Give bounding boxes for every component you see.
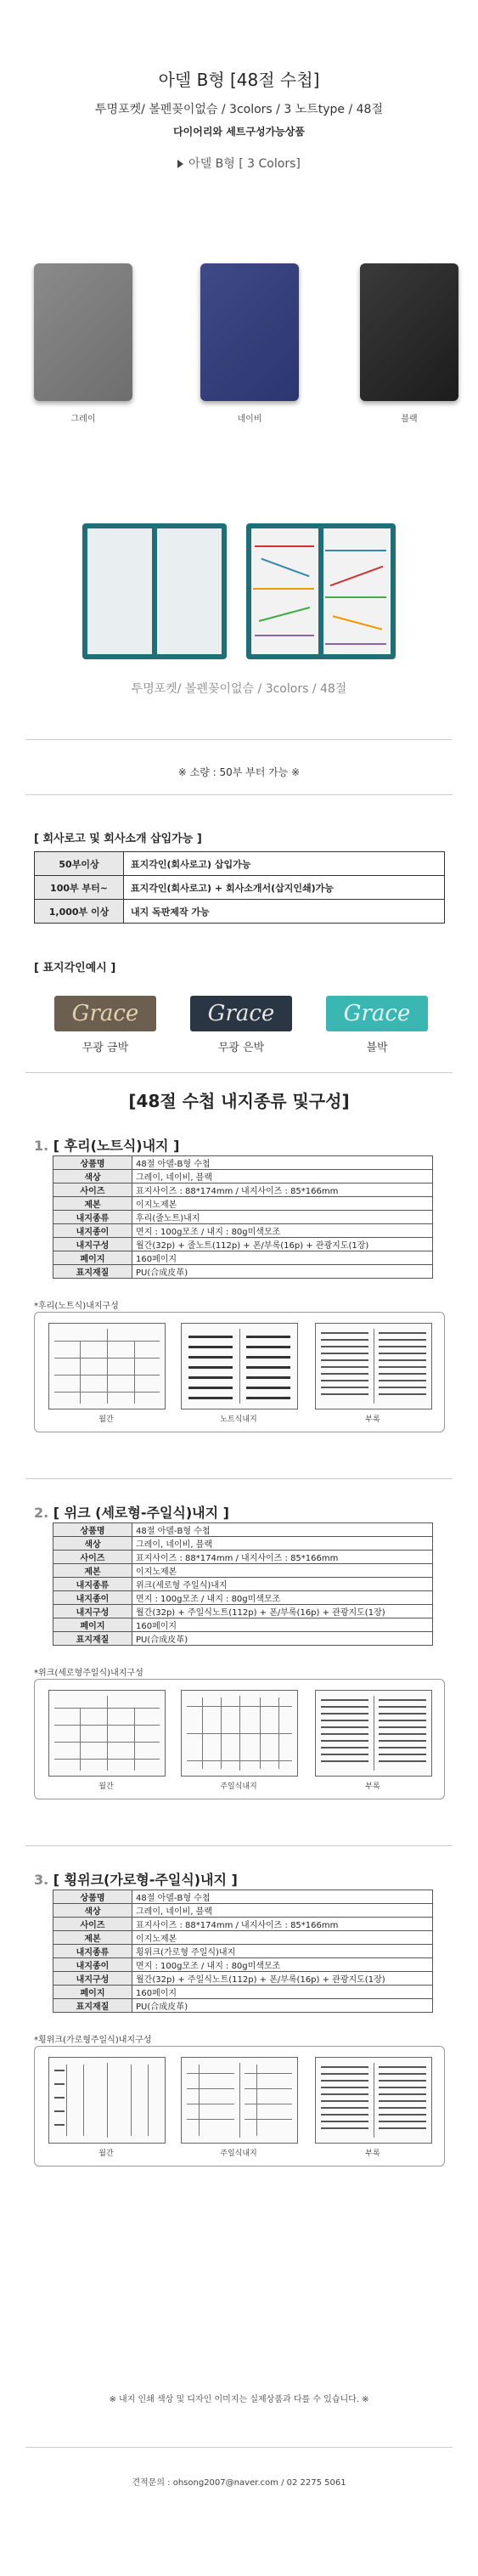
cover-label-black: 블랙 <box>401 415 418 424</box>
type1-number: 1. <box>34 1138 49 1154</box>
table-row <box>53 1578 433 1591</box>
spec-key: 페이지 <box>53 1618 132 1632</box>
spec-value: 이지노제본 <box>132 1931 433 1945</box>
spec-value: 표지사이즈 : 88*174mm / 내지사이즈 : 85*166mm <box>132 1918 433 1931</box>
table-row <box>35 852 445 876</box>
type2-title: [ 위크 (세로형-주일식)내지 ] <box>53 1505 229 1521</box>
spec-key: 표지재질 <box>53 1265 132 1279</box>
spec-key: 표지재질 <box>53 1999 132 2013</box>
table-row <box>53 1224 433 1238</box>
table-row <box>53 1251 433 1265</box>
type2-heading <box>34 1502 229 1522</box>
triangle-bullet-icon <box>177 160 183 168</box>
table-row <box>53 1197 433 1211</box>
spec-value: 월간(32p) + 주일식노트(112p) + 폰/부록(16p) + 관광지도(1장) <box>132 1972 433 1986</box>
type3-spec-table <box>53 1890 433 2013</box>
spec-key: 상품명 <box>53 1523 132 1537</box>
cover-gray-image <box>34 263 132 401</box>
page-label: 부록 <box>365 1782 380 1791</box>
table-row <box>53 1170 433 1183</box>
page-label: 부록 <box>365 1415 380 1424</box>
inner-types-title: [48절 수첩 내지종류 및구성] <box>128 1091 350 1111</box>
table-row <box>53 1211 433 1224</box>
colors-heading <box>0 155 478 172</box>
spec-value: 면지 : 100g모조 / 내지 : 80g미색모조 <box>132 1591 433 1605</box>
logo-section-heading: [ 회사로고 및 회사소개 삽입가능 ] <box>34 833 202 845</box>
spec-key: 색상 <box>53 1170 132 1183</box>
spec-key: 내지종류 <box>53 1578 132 1591</box>
table-row <box>53 1931 433 1945</box>
table-row <box>53 1523 433 1537</box>
appendix-page-thumb <box>315 2057 432 2144</box>
cover-label-navy: 네이비 <box>237 415 262 424</box>
type1-layout-label: *후리(노트식)내지구성 <box>34 1302 119 1311</box>
open-notebook-pocket-image <box>82 523 227 659</box>
stamp-label-blue: 블박 <box>366 1042 388 1054</box>
logo-row-value: 내지 독판제작 가능 <box>124 900 445 924</box>
spec-value: 표지사이즈 : 88*174mm / 내지사이즈 : 85*166mm <box>132 1551 433 1564</box>
spec-key: 내지구성 <box>53 1972 132 1986</box>
type1-title: [ 후리(노트식)내지 ] <box>53 1138 180 1154</box>
spec-key: 사이즈 <box>53 1918 132 1931</box>
divider <box>25 2447 453 2448</box>
divider <box>25 739 453 740</box>
type1-heading <box>34 1135 179 1155</box>
type2-number: 2. <box>34 1505 49 1521</box>
spec-key: 제본 <box>53 1931 132 1945</box>
table-row <box>53 1551 433 1564</box>
spec-value: 이지노제본 <box>132 1197 433 1211</box>
min-order-note: ※ 소량 : 50부 부터 가능 ※ <box>177 766 301 778</box>
spec-value: 그레이, 네이비, 블랙 <box>132 1170 433 1183</box>
table-row <box>53 1904 433 1918</box>
table-row <box>53 1537 433 1551</box>
spec-key: 색상 <box>53 1537 132 1551</box>
logo-row-key: 50부이상 <box>35 852 124 876</box>
contact-info: 견적문의 : ohsong2007@naver.com / 02 2275 5061 <box>132 2478 346 2488</box>
table-row <box>53 1564 433 1578</box>
table-row <box>53 1632 433 1646</box>
table-row <box>53 1265 433 1279</box>
spec-value: 48절 아델-B형 수첩 <box>132 1890 433 1904</box>
spec-value: PU(合成皮革) <box>132 1999 433 2013</box>
type2-layout-box <box>34 1679 445 1799</box>
table-row <box>53 1972 433 1986</box>
type2-spec-table <box>53 1522 433 1646</box>
page-label: 월간 <box>98 2149 114 2158</box>
table-row <box>53 1238 433 1251</box>
spec-value: 160페이지 <box>132 1986 433 1999</box>
spec-key: 내지종이 <box>53 1591 132 1605</box>
table-row <box>53 1156 433 1170</box>
spec-key: 내지종류 <box>53 1945 132 1958</box>
colors-heading-text: 아델 B형 [ 3 Colors] <box>188 157 301 171</box>
spec-value: PU(合成皮革) <box>132 1265 433 1279</box>
appendix-page-thumb <box>315 1323 432 1409</box>
type1-spec-table <box>53 1155 433 1279</box>
spec-value: 면지 : 100g모조 / 내지 : 80g미색모조 <box>132 1224 433 1238</box>
type3-heading <box>34 1869 238 1889</box>
table-row <box>53 1999 433 2013</box>
spec-key: 상품명 <box>53 1890 132 1904</box>
weekly-horizontal-page-thumb <box>181 2057 298 2144</box>
spec-key: 제본 <box>53 1564 132 1578</box>
divider <box>25 1072 453 1073</box>
spec-value: 후리(줄노트)내지 <box>132 1211 433 1224</box>
page-label: 주일식내지 <box>220 1782 257 1791</box>
table-row <box>35 876 445 900</box>
type3-layout-label: *횡위크(가로형주일식)내지구성 <box>34 2036 152 2045</box>
type2-layout-label: *위크(세로형주일식)내지구성 <box>34 1669 143 1678</box>
product-subtitle: 투명포켓/ 볼펜꽂이없슴 / 3colors / 3 노트type / 48절 <box>95 103 383 116</box>
cover-black-image <box>360 263 458 401</box>
spec-key: 내지종이 <box>53 1224 132 1238</box>
spec-value: PU(合成皮革) <box>132 1632 433 1646</box>
spec-key: 사이즈 <box>53 1551 132 1564</box>
type3-title: [ 횡위크(가로형-주일식)내지 ] <box>53 1872 238 1888</box>
logo-row-key: 100부 부터~ <box>35 876 124 900</box>
spec-key: 내지종이 <box>53 1958 132 1972</box>
spec-key: 상품명 <box>53 1156 132 1170</box>
spec-value: 그레이, 네이비, 블랙 <box>132 1904 433 1918</box>
table-row <box>53 1918 433 1931</box>
spec-key: 내지구성 <box>53 1605 132 1618</box>
table-row <box>53 1958 433 1972</box>
table-row <box>53 1986 433 1999</box>
spec-key: 사이즈 <box>53 1183 132 1197</box>
stamp-section-heading: [ 표지각인예시 ] <box>34 962 116 974</box>
table-row <box>53 1618 433 1632</box>
spec-value: 월간(32p) + 줄노트(112p) + 폰/부록(16p) + 관광지도(1장) <box>132 1238 433 1251</box>
type3-layout-box <box>34 2046 445 2166</box>
spec-value: 그레이, 네이비, 블랙 <box>132 1537 433 1551</box>
cover-navy-image <box>200 263 299 401</box>
open-view-caption: 투명포켓/ 볼펜꽂이없슴 / 3colors / 48절 <box>131 682 347 696</box>
appendix-page-thumb <box>315 1690 432 1777</box>
table-row <box>53 1591 433 1605</box>
logo-row-value: 표지각인(회사로고) + 회사소개서(삽지인쇄)가능 <box>124 876 445 900</box>
cover-label-gray: 그레이 <box>70 415 96 424</box>
spec-value: 면지 : 100g모조 / 내지 : 80g미색모조 <box>132 1958 433 1972</box>
type3-number: 3. <box>34 1872 49 1888</box>
table-row <box>53 1945 433 1958</box>
product-title: 아델 B형 [48절 수첩] <box>158 70 320 90</box>
spec-value: 위크(세로형 주일식)내지 <box>132 1578 433 1591</box>
disclaimer-note: ※ 내지 인쇄 색상 및 디자인 이미지는 실제상품과 다를 수 있습니다. ※ <box>109 2395 369 2404</box>
spec-value: 횡위크(가로형 주일식)내지 <box>132 1945 433 1958</box>
monthly-page-thumb <box>48 1690 166 1777</box>
spec-key: 내지구성 <box>53 1238 132 1251</box>
page-label: 주일식내지 <box>220 2149 257 2158</box>
monthly-page-thumb <box>48 1323 166 1409</box>
spec-key: 제본 <box>53 1197 132 1211</box>
divider <box>25 1478 453 1479</box>
spec-value: 160페이지 <box>132 1251 433 1265</box>
page-label: 월간 <box>98 1415 114 1424</box>
spec-key: 내지종류 <box>53 1211 132 1224</box>
table-row <box>53 1605 433 1618</box>
table-row <box>35 900 445 924</box>
table-row <box>53 1890 433 1904</box>
spec-key: 색상 <box>53 1904 132 1918</box>
stamp-label-gold: 무광 금박 <box>82 1042 129 1054</box>
stamp-label-silver: 무광 은박 <box>217 1042 265 1054</box>
spec-value: 표지사이즈 : 88*174mm / 내지사이즈 : 85*166mm <box>132 1183 433 1197</box>
page-label: 부록 <box>365 2149 380 2158</box>
stamp-gold-sample: Grace <box>54 996 156 1031</box>
table-row <box>53 1183 433 1197</box>
stamp-blue-sample: Grace <box>326 996 428 1031</box>
page-label: 노트식내지 <box>220 1415 257 1424</box>
page-label: 월간 <box>98 1782 114 1791</box>
weekly-page-thumb <box>181 1690 298 1777</box>
type1-layout-box <box>34 1312 445 1432</box>
note-page-thumb <box>181 1323 298 1409</box>
stamp-silver-sample: Grace <box>190 996 292 1031</box>
spec-value: 월간(32p) + 주일식노트(112p) + 폰/부록(16p) + 관광지도(1장) <box>132 1605 433 1618</box>
product-set-note: 다이어리와 세트구성가능상품 <box>173 126 305 138</box>
divider <box>25 1845 453 1846</box>
spec-key: 페이지 <box>53 1251 132 1265</box>
spec-key: 페이지 <box>53 1986 132 1999</box>
open-notebook-map-image <box>246 523 396 659</box>
spec-value: 48절 아델-B형 수첩 <box>132 1523 433 1537</box>
logo-options-table <box>34 851 445 924</box>
logo-row-key: 1,000부 이상 <box>35 900 124 924</box>
spec-value: 48절 아델-B형 수첩 <box>132 1156 433 1170</box>
divider <box>25 794 453 795</box>
spec-value: 160페이지 <box>132 1618 433 1632</box>
spec-key: 표지재질 <box>53 1632 132 1646</box>
logo-row-value: 표지각인(회사로고) 삽입가능 <box>124 852 445 876</box>
monthly-page-thumb <box>48 2057 166 2144</box>
spec-value: 이지노제본 <box>132 1564 433 1578</box>
